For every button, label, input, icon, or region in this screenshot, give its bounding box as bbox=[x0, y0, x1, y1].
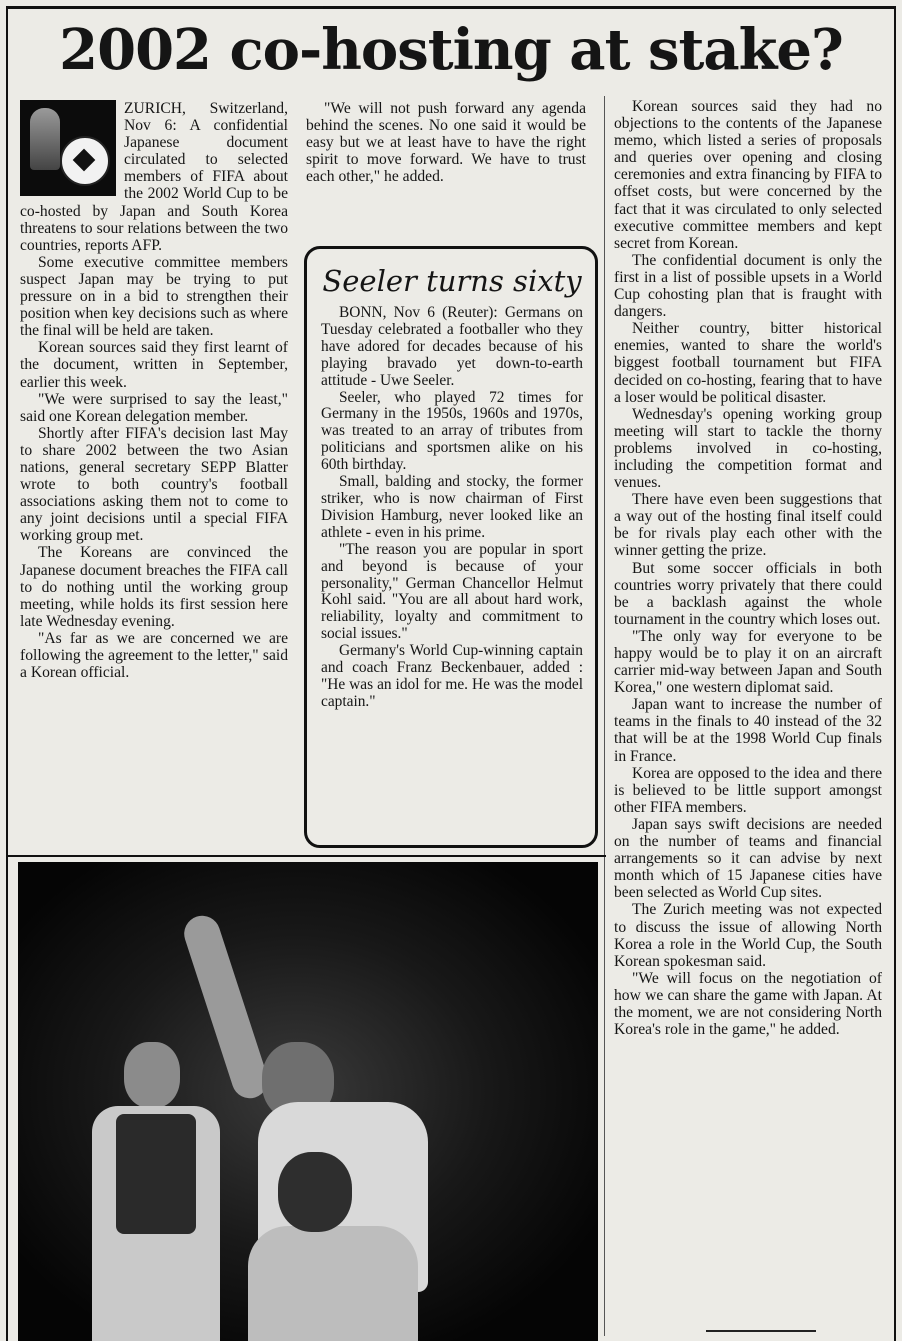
paragraph: There have even been suggestions that a way out of the hosting final itself could be for rivals play each other with the winner getting the prize. bbox=[614, 491, 882, 560]
player-figure bbox=[248, 1152, 418, 1341]
paragraph: "The only way for everyone to be happy would be to play it on an aircraft carrier mid-way between Japan and South Korea," one western diplomat said. bbox=[614, 627, 882, 697]
paragraph: The confidential document is only the first in a list of possible upsets in a World Cup cohosting plan that is fraught with dangers. bbox=[614, 251, 882, 321]
player-figure bbox=[86, 1042, 226, 1341]
headline: 2002 co-hosting at stake? bbox=[59, 17, 843, 83]
paragraph: ZURICH, Switzerland, Nov 6: A confidential Japanese document circulated to selected members of FIFA about the 2002 World Cup to be co-hosted by Japan and South Korea threatens to sour relations between the two countries, reports AFP. bbox=[20, 100, 288, 254]
paragraph: Germany's World Cup-winning captain and coach Franz Beckenbauer, added : "He was an idol for me. He was the model captain." bbox=[321, 642, 583, 710]
sidebar-story-title: Seeler turns sixty bbox=[322, 264, 582, 298]
paragraph: Shortly after FIFA's decision last May to share 2002 between the two Asian nations, general secretary SEPP Blatter wrote to both country's football associations asking them not to come to any joint decisions until a special FIFA working group met. bbox=[20, 424, 288, 545]
article-column-2 bbox=[306, 100, 586, 240]
article-column-3 bbox=[614, 98, 882, 1328]
paragraph: Small, balding and stocky, the former striker, who is now chairman of First Division Hamburg, never looked like an athlete - even in his prime. bbox=[321, 473, 583, 541]
paragraph: The Koreans are convinced the Japanese document breaches the FIFA call to do nothing until the working group meeting, while holds its first session here late Wednesday evening. bbox=[20, 544, 288, 630]
paragraph: "The reason you are popular in sport and beyond is because of your personality," German Chancellor Helmut Kohl said. "You are all about hard work, reliability, loyalty and commitment to social issues." bbox=[321, 540, 583, 643]
paragraph: "As far as we are concerned we are following the agreement to the letter," said a Korean official. bbox=[20, 629, 288, 682]
article-column-1 bbox=[20, 100, 288, 852]
football-icon bbox=[60, 136, 110, 186]
paragraph: BONN, Nov 6 (Reuter): Germans on Tuesday celebrated a footballer who they have adored for decades because of his playing bravado yet down-to-earth attitude - Uwe Seeler. bbox=[321, 304, 583, 389]
right-border bbox=[894, 6, 896, 1341]
paragraph: But some soccer officials in both countries worry privately that there could be a backlash against the whole tournament in the country which loses out. bbox=[614, 559, 882, 628]
match-photo bbox=[18, 862, 598, 1341]
left-border bbox=[6, 6, 8, 1341]
paragraph: Some executive committee members suspect Japan may be trying to put pressure on in a bid to strengthen their position when key decisions such as where the final will be held are taken. bbox=[20, 253, 288, 340]
paragraph: Wednesday's opening working group meeting will start to tackle the thorny problems involved in co-hosting, including the competition format and venues. bbox=[614, 405, 882, 492]
paragraph: "We will not push forward any agenda behind the scenes. No one said it would be easy but we at least have to have the right spirit to move forward. We have to trust each other," he added. bbox=[306, 100, 586, 186]
paragraph: Seeler, who played 72 times for Germany in the 1950s, 1960s and 1970s, was treated to an array of tributes from politicians and sportsmen alike on his 60th birthday. bbox=[321, 388, 583, 474]
paragraph: Japan want to increase the number of teams in the finals to 40 instead of the 32 that will be at the 1998 World Cup finals in France. bbox=[614, 696, 882, 765]
paragraph: The Zurich meeting was not expected to discuss the issue of allowing North Korea a role in the World Cup, the South Korean spokesman said. bbox=[614, 901, 882, 970]
photo-top-rule bbox=[8, 855, 606, 857]
top-border bbox=[6, 6, 896, 9]
column-divider bbox=[604, 96, 605, 1336]
paragraph: Japan says swift decisions are needed on the number of teams and financial arrangements so it can advise by next month which of 15 Japanese cities have been selected as World Cup sites. bbox=[614, 815, 882, 902]
paragraph: Korea are opposed to the idea and there is believed to be little support amongst other FIFA members. bbox=[614, 764, 882, 816]
sidebar-story-box bbox=[304, 246, 598, 848]
sidebar-story-body bbox=[321, 305, 583, 711]
trophy-icon bbox=[30, 108, 60, 170]
paragraph: Korean sources said they first learnt of the document, written in September, earlier this week. bbox=[20, 339, 288, 391]
paragraph: Neither country, bitter historical enemies, wanted to share the world's biggest football tournament but FIFA decided on co-hosting, fearing that to have a loser would be political disaster. bbox=[614, 320, 882, 406]
end-rule bbox=[706, 1330, 816, 1332]
paragraph: "We were surprised to say the least," said one Korean delegation member. bbox=[20, 390, 288, 425]
paragraph: Korean sources said they had no objections to the contents of the Japanese memo, which listed a series of proposals and queries over opening and closing ceremonies and extra financing by FIFA to offset costs, but were concerned by the fact that it was circulated to only selected executive committee members and kept secret from Korean. bbox=[614, 98, 882, 252]
paragraph: "We will focus on the negotiation of how we can share the game with Japan. At the moment, we are not considering North Korea's role in the game," he added. bbox=[614, 969, 882, 1039]
world-cup-logo-icon bbox=[20, 100, 116, 196]
